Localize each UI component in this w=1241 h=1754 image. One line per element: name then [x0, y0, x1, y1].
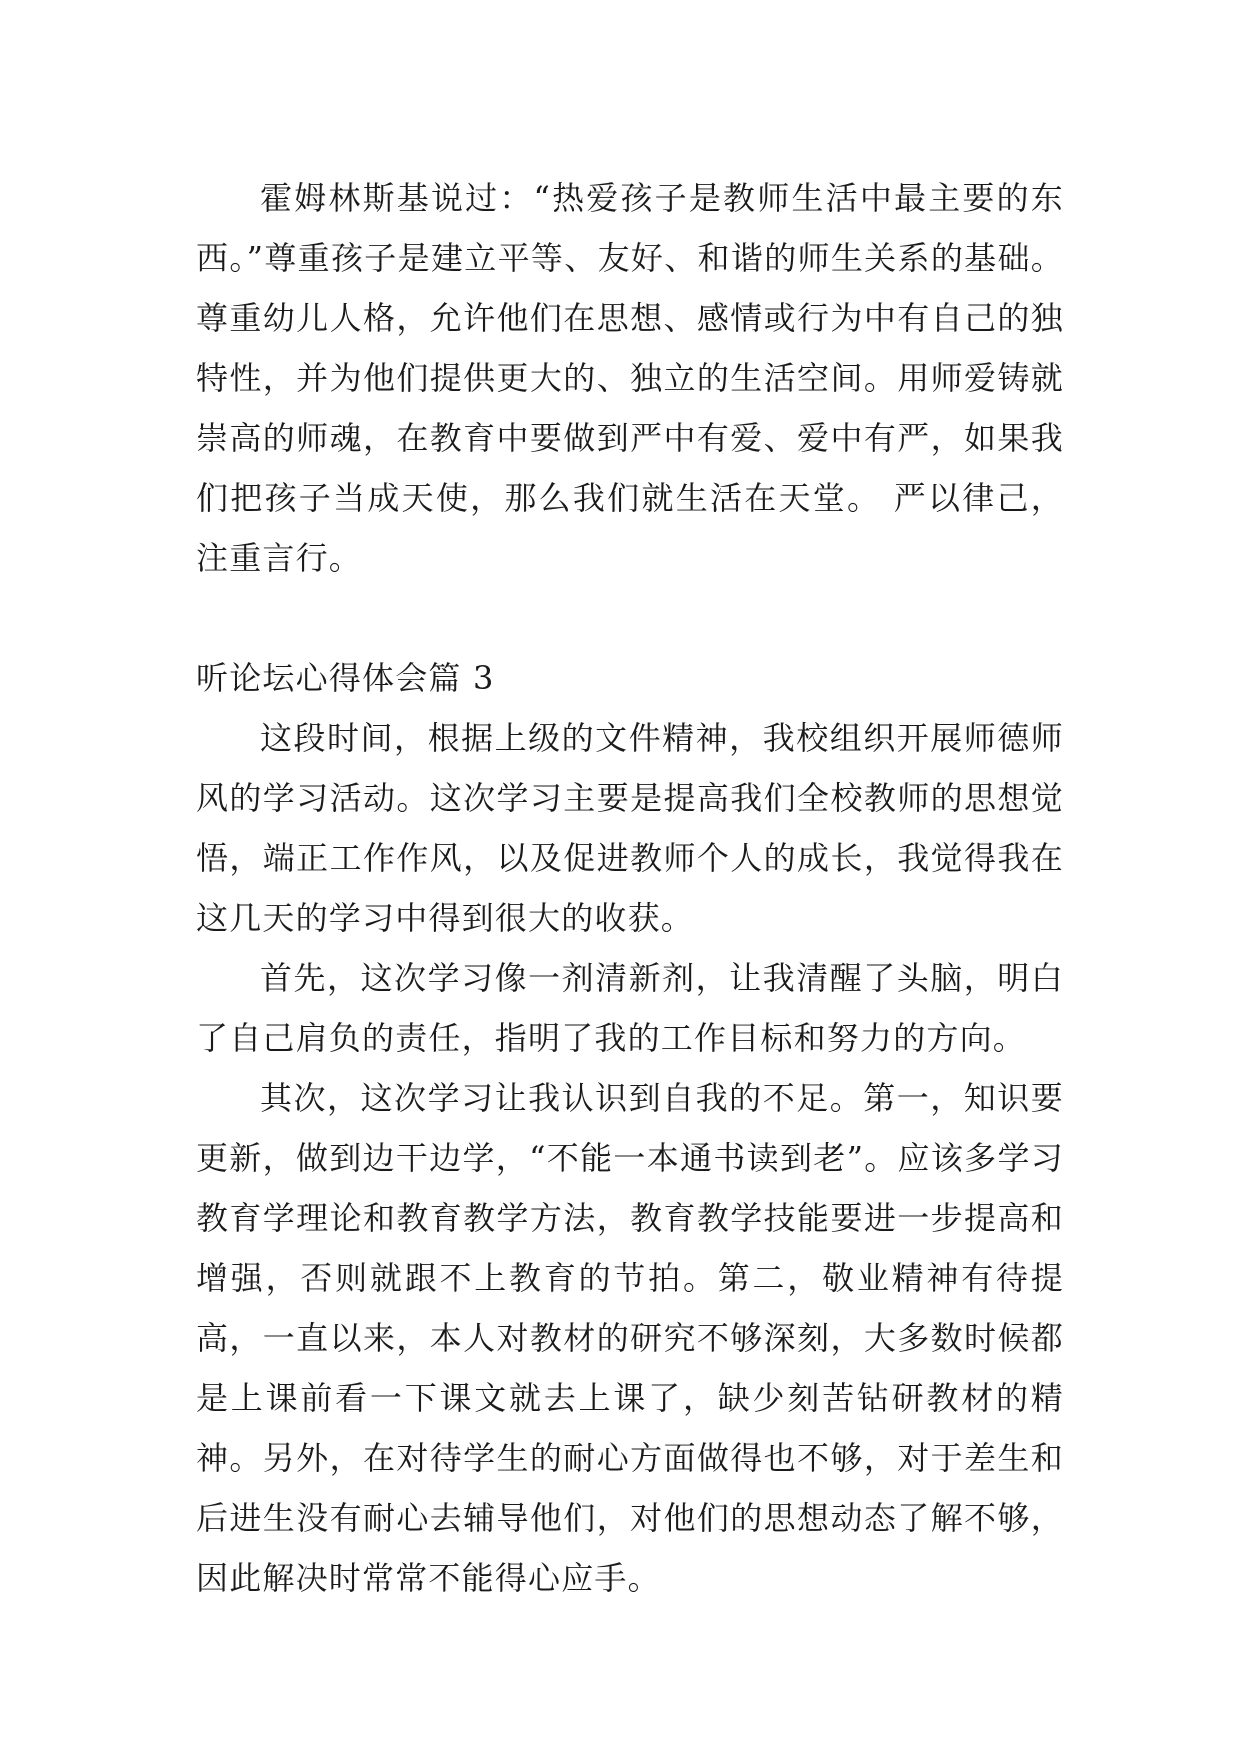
paragraph-second: 其次，这次学习让我认识到自我的不足。第一，知识要更新，做到边干边学，“不能一本通书读到老”。应该多学习教育学理论和教育教学方法，教育教学技能要进一步提高和增强，否则就跟不上教育的节拍。第二，敬业精神有待提高，一直以来，本人对教材的研究不够深刻，大多数时候都是上课前看一下课文就去上课了，缺少刻苦钻研教材的精神。另外，在对待学生的耐心方面做得也不够，对于差生和后进生没有耐心去辅导他们，对他们的思想动态了解不够，因此解决时常常不能得心应手。	[196, 1079, 1064, 1597]
document-body	[196, 168, 1064, 1608]
paragraph-first: 首先，这次学习像一剂清新剂，让我清醒了头脑，明白了自己肩负的责任，指明了我的工作目标和努力的方向。	[196, 959, 1064, 1057]
section-heading: 听论坛心得体会篇 3	[196, 659, 495, 697]
paragraph-quote: 霍姆林斯基说过：“热爱孩子是教师生活中最主要的东西。”尊重孩子是建立平等、友好、和谐的师生关系的基础。尊重幼儿人格，允许他们在思想、感情或行为中有自己的独特性，并为他们提供更大的、独立的生活空间。用师爱铸就崇高的师魂，在教育中要做到严中有爱、爱中有严，如果我们把孩子当成天使，那么我们就生活在天堂。 严以律己，注重言行。	[196, 179, 1064, 577]
paragraph-intro: 这段时间，根据上级的文件精神，我校组织开展师德师风的学习活动。这次学习主要是提高我们全校教师的思想觉悟，端正工作作风，以及促进教师个人的成长，我觉得我在这几天的学习中得到很大的收获。	[196, 719, 1064, 937]
